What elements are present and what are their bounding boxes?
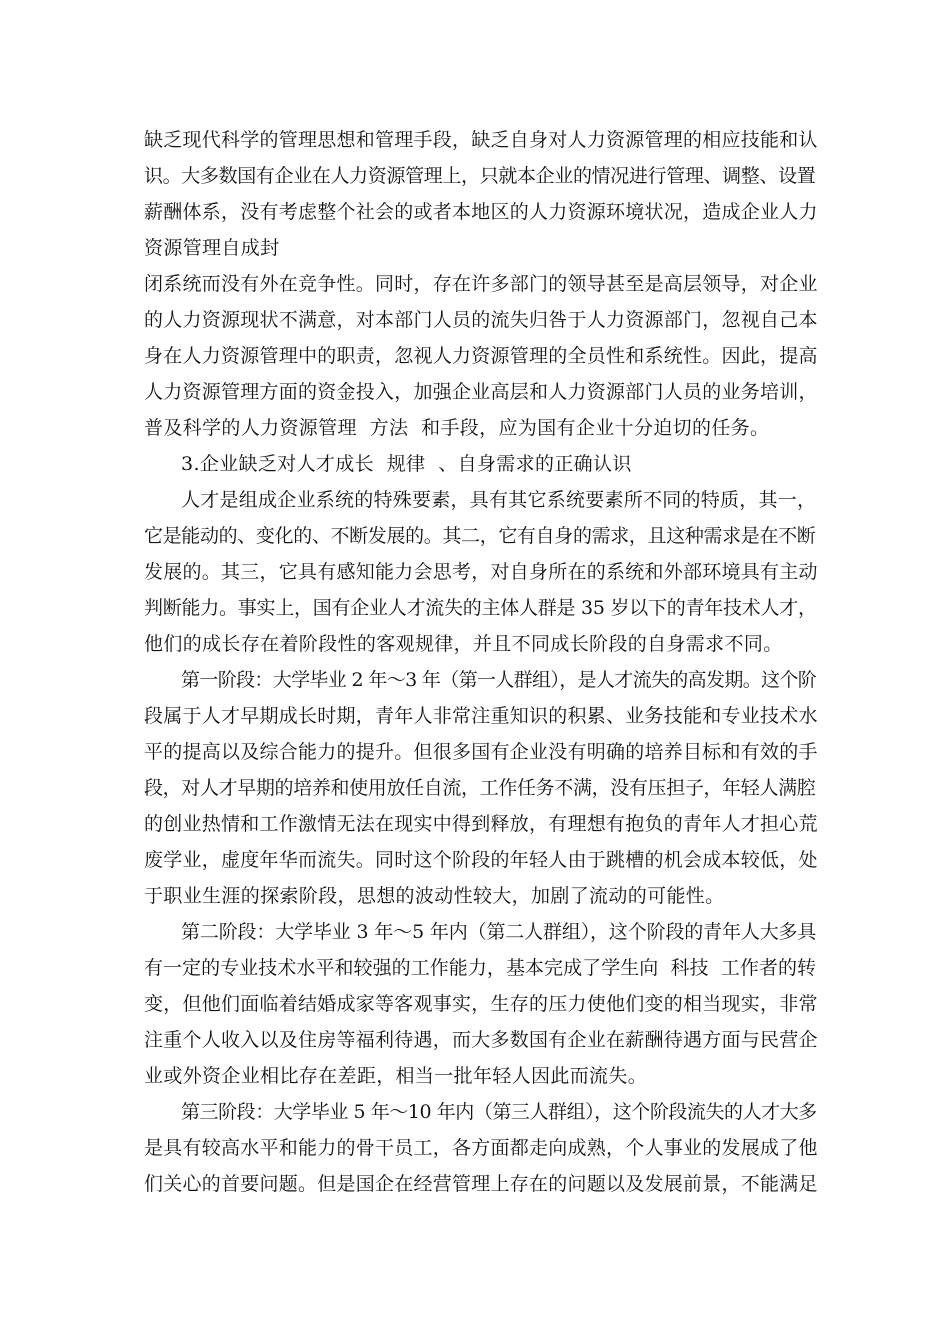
text-line: 们关心的首要问题。但是国企在经营管理上存在的问题以及发展前景，不能满足: [144, 1173, 818, 1195]
text-line: 薪酬体系，没有考虑整个社会的或者本地区的人力资源环境状况，造成企业人力: [144, 201, 818, 223]
text-line: 第一阶段：大学毕业 2 年～3 年（第一人群组），是人才流失的高发期。这个阶: [181, 669, 817, 691]
text-line: 资源管理自成封: [144, 237, 280, 259]
text-line: 他们的成长存在着阶段性的客观规律，并且不同成长阶段的自身需求不同。: [144, 633, 783, 655]
text-line: 变，但他们面临着结婚成家等客观事实，生存的压力使他们变的相当现实，非常: [144, 993, 818, 1015]
text-line: 缺乏现代科学的管理思想和管理手段，缺乏自身对人力资源管理的相应技能和认: [144, 129, 818, 151]
text-line: 识。大多数国有企业在人力资源管理上，只就本企业的情况进行管理、调整、设置: [144, 165, 816, 187]
text-line: 人才是组成企业系统的特殊要素，具有其它系统要素所不同的特质，其一，: [181, 489, 817, 511]
text-line: 业或外资企业相比存在差距，相当一批年轻人因此而流失。: [144, 1065, 648, 1087]
text-line: 身在人力资源管理中的职责，忽视人力资源管理的全员性和系统性。因此，提高: [144, 345, 818, 367]
text-line: 段，对人才早期的培养和使用放任自流，工作任务不满，没有压担子，年轻人满腔: [144, 777, 816, 799]
text-line: 有一定的专业技术水平和较强的工作能力，基本完成了学生向 科技 工作者的转: [144, 957, 817, 979]
text-line: 人力资源管理方面的资金投入，加强企业高层和人力资源部门人员的业务培训，: [144, 381, 818, 403]
text-line: 判断能力。事实上，国有企业人才流失的主体人群是 35 岁以下的青年技术人才，: [144, 597, 817, 619]
text-line: 的人力资源现状不满意，对本部门人员的流失归咎于人力资源部门，忽视自己本: [144, 309, 818, 331]
text-line: 平的提高以及综合能力的提升。但很多国有企业没有明确的培养目标和有效的手: [144, 741, 818, 763]
text-line: 段属于人才早期成长时期，青年人非常注重知识的积累、业务技能和专业技术水: [144, 705, 818, 727]
text-line: 的创业热情和工作激情无法在现实中得到释放，有理想有抱负的青年人才担心荒: [144, 813, 818, 835]
text-line: 第二阶段：大学毕业 3 年～5 年内（第二人群组），这个阶段的青年人大多具: [181, 921, 817, 943]
text-line: 注重个人收入以及住房等福利待遇，而大多数国有企业在薪酬待遇方面与民营企: [144, 1029, 818, 1051]
section-heading: 3.企业缺乏对人才成长 规律 、自身需求的正确认识: [181, 453, 632, 475]
text-line: 废学业，虚度年华而流失。同时这个阶段的年轻人由于跳槽的机会成本较低，处: [144, 849, 818, 871]
text-line: 是具有较高水平和能力的骨干员工，各方面都走向成熟，个人事业的发展成了他: [144, 1137, 818, 1159]
text-line: 第三阶段：大学毕业 5 年～10 年内（第三人群组），这个阶段流失的人才大多: [181, 1101, 817, 1123]
text-line: 发展的。其三，它具有感知能力会思考，对自身所在的系统和外部环境具有主动: [144, 561, 818, 583]
text-line: 闭系统而没有外在竞争性。同时，存在许多部门的领导甚至是高层领导，对企业: [144, 273, 818, 295]
text-line: 于职业生涯的探索阶段，思想的波动性较大，加剧了流动的可能性。: [144, 885, 725, 907]
text-line: 它是能动的、变化的、不断发展的。其二，它有自身的需求，且这种需求是在不断: [144, 525, 816, 547]
text-line: 普及科学的人力资源管理 方法 和手段，应为国有企业十分迫切的任务。: [144, 417, 770, 439]
